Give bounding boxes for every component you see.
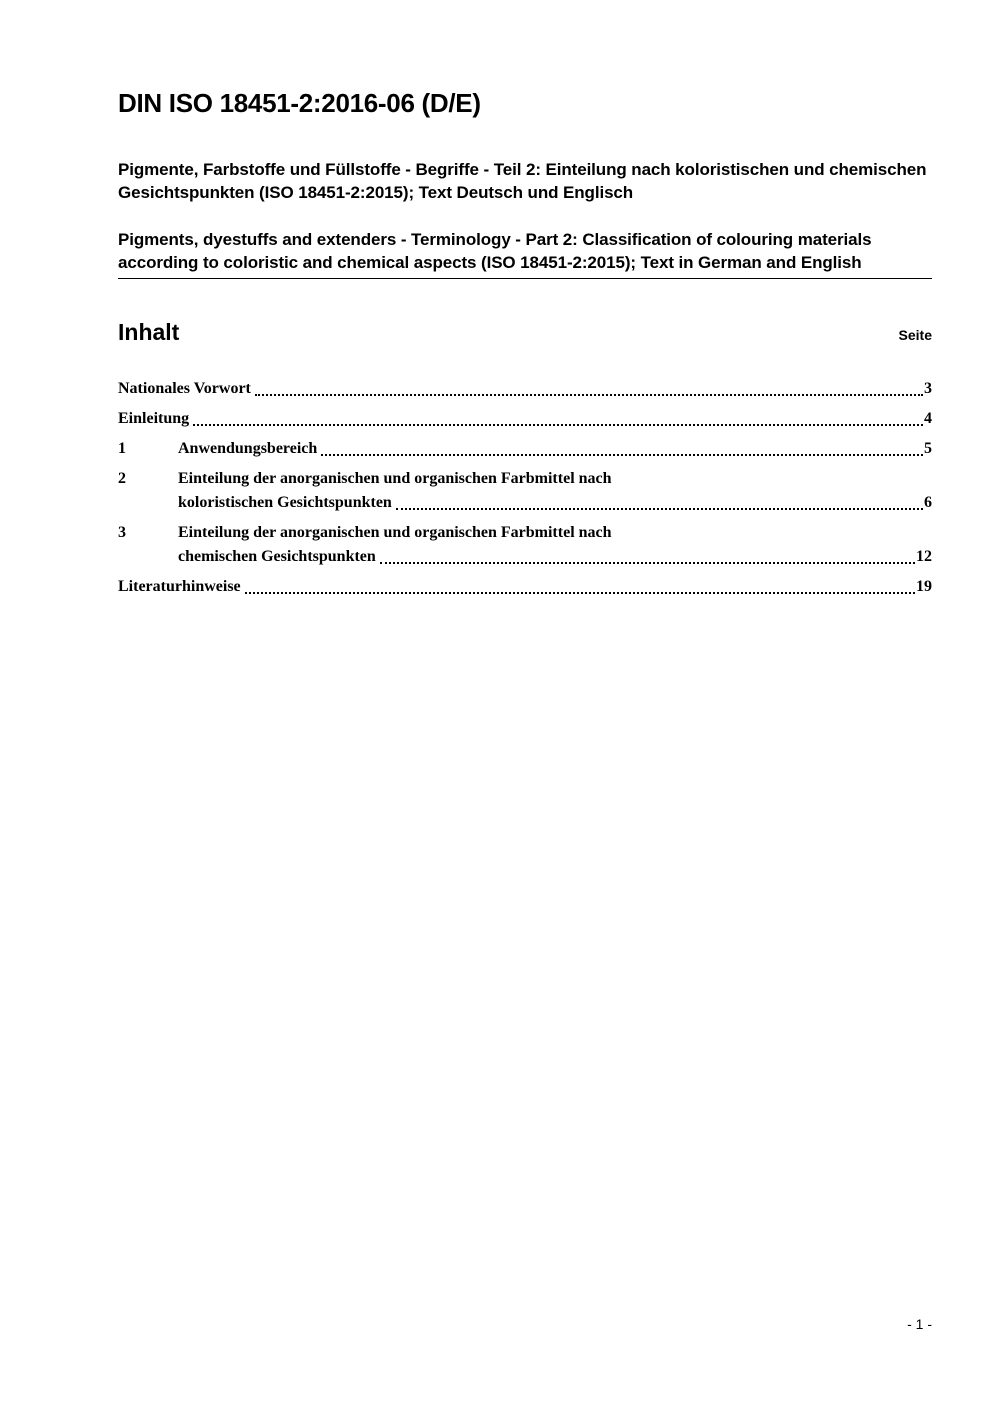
toc-entry-chemische-einteilung — [118, 521, 932, 569]
toc-heading: Inhalt — [118, 319, 180, 345]
toc-entry-label-line1: Einteilung der anorganischen und organischen Farbmittel nach — [178, 524, 612, 541]
toc-line — [118, 377, 932, 401]
toc-entry-literaturhinweise — [118, 575, 932, 599]
toc-entry-koloristische-einteilung — [118, 467, 932, 515]
toc-entry-page: 3 — [924, 380, 932, 397]
dotted-leader — [396, 508, 923, 510]
toc-entry-page: 6 — [924, 494, 932, 511]
toc-entry-label: Anwendungsbereich — [178, 440, 318, 457]
toc-entry-number: 1 — [118, 440, 126, 457]
dotted-leader — [245, 592, 915, 594]
toc-line — [118, 545, 932, 569]
toc-header — [118, 319, 932, 345]
toc-entry-page: 5 — [924, 440, 932, 457]
toc-entry-einleitung — [118, 407, 932, 431]
title-german: Pigmente, Farbstoffe und Füllstoffe - Begriffe - Teil 2: Einteilung nach koloristischen und chemischen Gesichtspunkten (ISO 18451-2:2015); Text Deutsch und Englisch — [118, 160, 927, 202]
dotted-leader — [321, 454, 923, 456]
title-english: Pigments, dyestuffs and extenders - Terminology - Part 2: Classification of colouring materials according to coloristic and chemical aspects (ISO 18451-2:2015); Text in German and English — [118, 230, 872, 272]
dotted-leader — [193, 424, 923, 426]
toc-line — [118, 437, 932, 461]
doc-number-title: DIN ISO 18451-2:2016-06 (D/E) — [118, 88, 481, 118]
toc-entry-label: Einleitung — [118, 410, 190, 427]
toc-entry-anwendungsbereich — [118, 437, 932, 461]
toc-entry-label-line1: Einteilung der anorganischen und organischen Farbmittel nach — [178, 470, 612, 487]
toc-line — [118, 467, 932, 491]
page-number-footer: - 1 - — [907, 1316, 932, 1332]
dotted-leader — [255, 394, 923, 396]
toc-line — [118, 491, 932, 515]
toc-entry-label: Nationales Vorwort — [118, 380, 251, 397]
header-divider — [118, 278, 932, 279]
toc-entry-label-line2: koloristischen Gesichtspunkten — [178, 494, 392, 511]
table-of-contents — [118, 377, 932, 599]
toc-line — [118, 575, 932, 599]
toc-entry-label: Literaturhinweise — [118, 578, 241, 595]
toc-entry-page: 12 — [916, 548, 932, 565]
toc-page-column-label: Seite — [898, 327, 932, 343]
toc-entry-number: 3 — [118, 524, 126, 541]
toc-entry-number: 2 — [118, 470, 126, 487]
toc-entry-page: 19 — [916, 578, 932, 595]
toc-entry-label-line2: chemischen Gesichtspunkten — [178, 548, 376, 565]
toc-line — [118, 407, 932, 431]
toc-line — [118, 521, 932, 545]
dotted-leader — [380, 562, 915, 564]
page-content — [118, 0, 932, 605]
toc-entry-nationales-vorwort — [118, 377, 932, 401]
toc-entry-page: 4 — [924, 410, 932, 427]
